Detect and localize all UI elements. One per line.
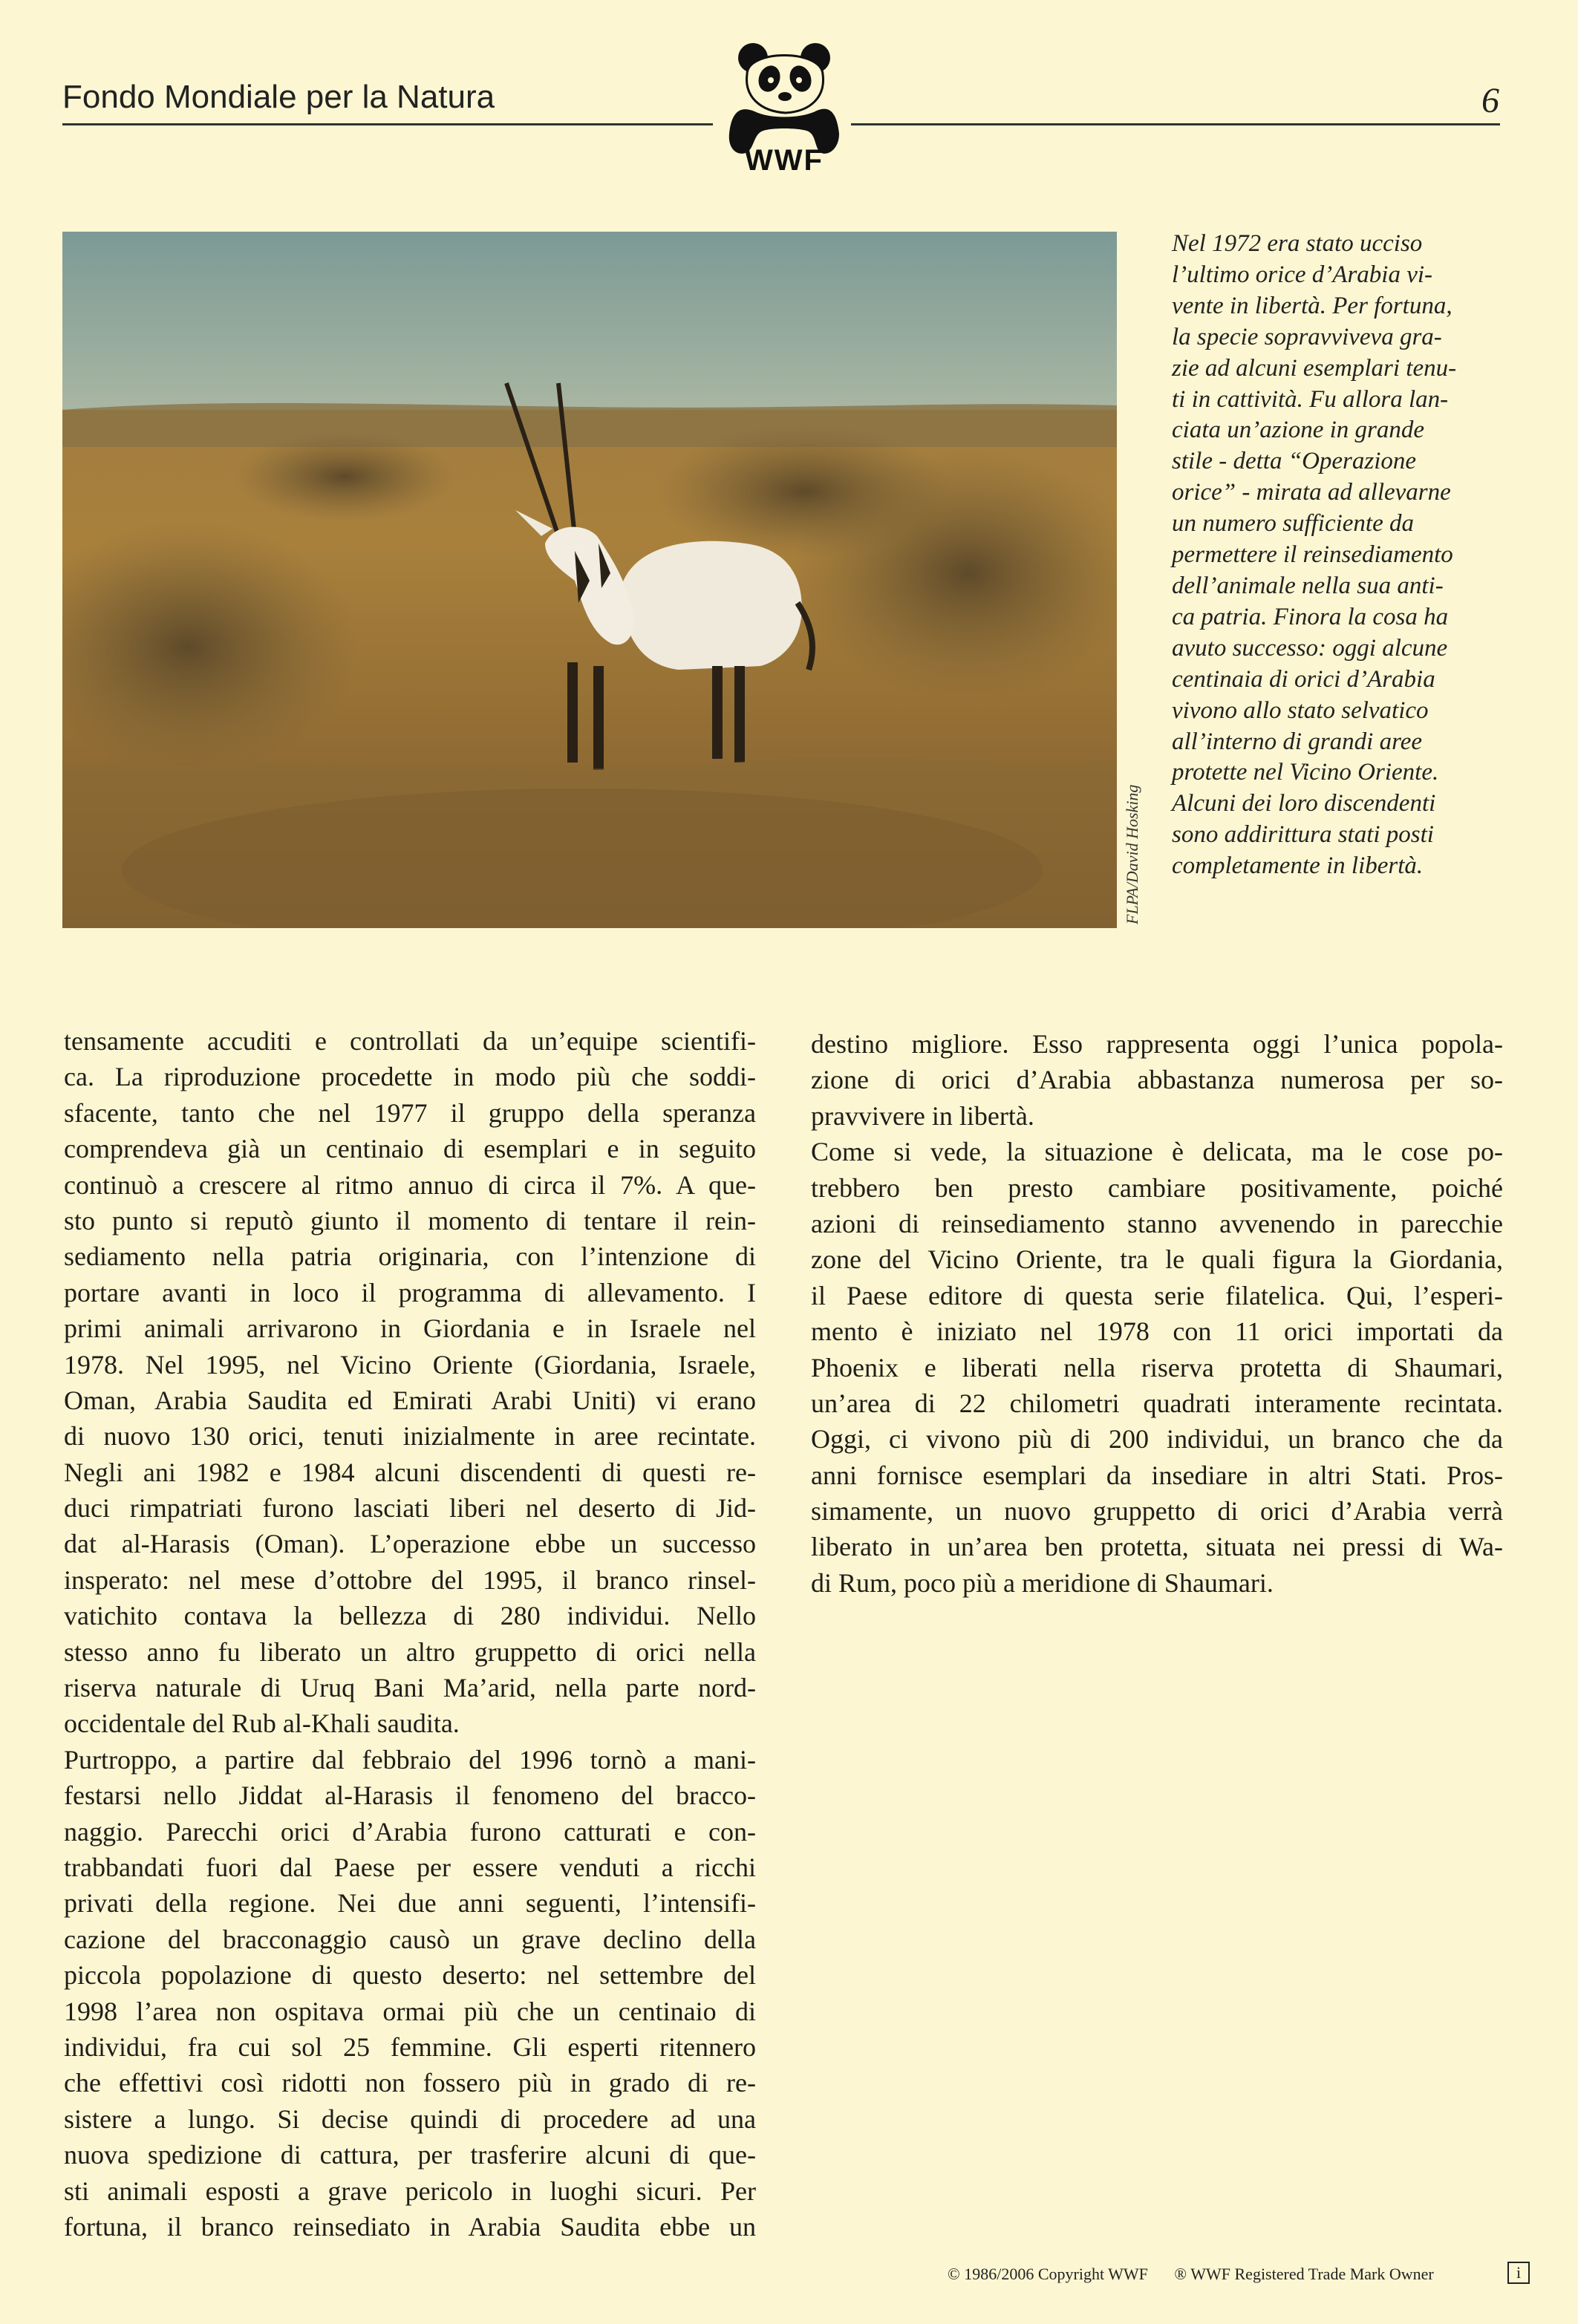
body-line: ca. La riproduzione procedette in modo più che soddi-	[64, 1062, 756, 1092]
body-line: trabbandati fuori dal Paese per essere venduti a ricchi	[64, 1852, 756, 1882]
body-line: 1998 l’area non ospitava ormai più che un centinaio di	[64, 1996, 756, 2026]
body-line: azioni di reinsediamento stanno avvenendo in parecchie	[811, 1208, 1503, 1238]
body-line: un’area di 22 chilometri quadrati interamente recintata.	[811, 1388, 1503, 1418]
caption-line: ca patria. Finora la cosa ha	[1172, 603, 1449, 630]
body-line: individui, fra cui sol 25 femmine. Gli esperti ritennero	[64, 2031, 756, 2062]
wwf-logo-text: WWF	[745, 144, 824, 177]
body-line: destino migliore. Esso rappresenta oggi l’unica popola-	[811, 1029, 1503, 1059]
body-line: piccola popolazione di questo deserto: nel settembre del	[64, 1960, 756, 1991]
body-line: sto punto si reputò giunto il momento di tentare il rein-	[64, 1205, 756, 1236]
caption-line: orice” - mirata ad allevarne	[1172, 479, 1451, 506]
footer-trademark: ® WWF Registered Trade Mark Owner	[1174, 2265, 1434, 2283]
body-line: liberato in un’area ben protetta, situata nei pressi di Wa-	[811, 1532, 1503, 1562]
caption-line: Nel 1972 era stato ucciso	[1172, 230, 1423, 257]
caption-line: vivono allo stato selvatico	[1172, 696, 1429, 724]
body-line: sti animali esposti a grave pericolo in luoghi sicuri. Per	[64, 2176, 756, 2206]
body-line: 1978. Nel 1995, nel Vicino Oriente (Giordania, Israele,	[64, 1349, 756, 1380]
body-line: stesso anno fu liberato un altro gruppetto di orici nella	[64, 1636, 756, 1667]
body-line: zone del Vicino Oriente, tra le quali figura la Giordania,	[811, 1244, 1503, 1275]
body-line: che effettivi così ridotti non fossero più in grado di re-	[64, 2068, 756, 2098]
body-line: zione di orici d’Arabia abbastanza numerosa per so-	[811, 1065, 1503, 1095]
caption-line: permettere il reinsediamento	[1172, 541, 1453, 569]
footer	[948, 2265, 1456, 2284]
body-line: il Paese editore di questa serie filatelica. Qui, l’esperi-	[811, 1280, 1503, 1310]
body-line: dat al-Harasis (Oman). L’operazione ebbe un successo	[64, 1529, 756, 1559]
caption-line: ciata un’azione in grande	[1172, 417, 1425, 444]
caption-line: completamente in libertà.	[1172, 852, 1424, 880]
body-line: insperato: nel mese d’ottobre del 1995, il branco rinsel-	[64, 1564, 756, 1595]
body-line: vatichito contava la bellezza di 280 individui. Nello	[64, 1601, 756, 1631]
body-line: primi animali arrivarono in Giordania e in Israele nel	[64, 1313, 756, 1344]
body-line: cazione del bracconaggio causò un grave declino della	[64, 1924, 756, 1954]
body-line: anni fornisce esemplari da insediare in altri Stati. Pros-	[811, 1460, 1503, 1490]
body-line: sfacente, tanto che nel 1977 il gruppo della speranza	[64, 1097, 756, 1128]
body-column-right	[811, 1026, 1503, 1601]
body-line: nuova spedizione di cattura, per trasferire alcuni di que-	[64, 2140, 756, 2170]
body-line: comprendeva già un centinaio di esemplari e in seguito	[64, 1134, 756, 1164]
photo-credit: FLPA/David Hosking	[1123, 784, 1141, 924]
body-line: privati della regione. Nei due anni seguenti, l’intensifi-	[64, 1888, 756, 1919]
header-rule-right	[851, 123, 1500, 125]
body-line: riserva naturale di Uruq Bani Ma’arid, nella parte nord-	[64, 1673, 756, 1703]
caption-line: avuto successo: oggi alcune	[1172, 634, 1448, 662]
caption-line: l’ultimo orice d’Arabia vi-	[1172, 261, 1433, 288]
registered-mark-left: ®	[737, 143, 745, 154]
registered-mark-right: ®	[823, 143, 831, 154]
caption-line: sono addirittura stati posti	[1172, 821, 1434, 849]
caption-line: dell’animale nella sua anti-	[1172, 572, 1444, 599]
footer-copyright: © 1986/2006 Copyright WWF	[948, 2265, 1148, 2283]
body-line: tensamente accuditi e controllati da un’equipe scientifi-	[64, 1026, 756, 1056]
photo-caption	[1172, 229, 1506, 882]
page-number: 6	[1481, 81, 1499, 120]
caption-line: ti in cattività. Fu allora lan-	[1172, 385, 1449, 413]
caption-line: zie ad alcuni esemplari tenu-	[1172, 354, 1457, 382]
body-line: Negli ani 1982 e 1984 alcuni discendenti di questi re-	[64, 1457, 756, 1487]
caption-line: stile - detta “Operazione	[1172, 448, 1417, 475]
header-title: Fondo Mondiale per la Natura	[62, 79, 495, 115]
body-line: continuò a crescere al ritmo annuo di circa il 7%. A que-	[64, 1169, 756, 1200]
caption-line: vente in libertà. Per fortuna,	[1172, 292, 1453, 319]
info-box-icon: i	[1507, 2262, 1530, 2284]
body-line: Oggi, ci vivono più di 200 individui, un branco che da	[811, 1424, 1503, 1455]
caption-line: Alcuni dei loro discendenti	[1172, 790, 1436, 817]
body-line: naggio. Parecchi orici d’Arabia furono catturati e con-	[64, 1816, 756, 1847]
oryx-photo	[62, 232, 1117, 928]
header-rule-left	[62, 123, 713, 125]
caption-line: protette nel Vicino Oriente.	[1172, 759, 1439, 786]
body-line: Purtroppo, a partire dal febbraio del 1996 tornò a mani-	[64, 1744, 756, 1775]
body-line: duci rimpatriati furono lasciati liberi nel deserto di Jid-	[64, 1493, 756, 1524]
body-line: sistere a lungo. Si decise quindi di procedere ad una	[64, 2103, 756, 2134]
body-line: di nuovo 130 orici, tenuti inizialmente in aree recintate.	[64, 1421, 756, 1452]
body-line: di Rum, poco più a meridione di Shaumari.	[811, 1567, 1274, 1598]
caption-line: all’interno di grandi aree	[1172, 728, 1422, 755]
body-line: simamente, un nuovo gruppetto di orici d’Arabia verrà	[811, 1496, 1503, 1527]
body-line: portare avanti in loco il programma di allevamento. I	[64, 1277, 756, 1308]
caption-line: la specie sopravviveva gra-	[1172, 323, 1442, 350]
body-line: occidentale del Rub al-Khali saudita.	[64, 1708, 460, 1739]
caption-line: un numero sufficiente da	[1172, 510, 1414, 538]
body-line: sediamento nella patria originaria, con l’intenzione di	[64, 1241, 756, 1272]
body-line: festarsi nello Jiddat al-Harasis il fenomeno del bracco-	[64, 1780, 756, 1811]
body-line: fortuna, il branco reinsediato in Arabia Saudita ebbe un	[64, 2211, 756, 2242]
body-line: mento è iniziato nel 1978 con 11 orici importati da	[811, 1316, 1503, 1347]
body-column-left	[64, 1023, 756, 2245]
body-line: Phoenix e liberati nella riserva protetta di Shaumari,	[811, 1352, 1503, 1383]
caption-line: centinaia di orici d’Arabia	[1172, 665, 1435, 693]
body-line: Oman, Arabia Saudita ed Emirati Arabi Uniti) vi erano	[64, 1385, 756, 1415]
body-line: pravvivere in libertà.	[811, 1100, 1034, 1131]
body-line: Come si vede, la situazione è delicata, ma le cose po-	[811, 1137, 1503, 1167]
body-line: trebbero ben presto cambiare positivamente, poiché	[811, 1172, 1503, 1203]
